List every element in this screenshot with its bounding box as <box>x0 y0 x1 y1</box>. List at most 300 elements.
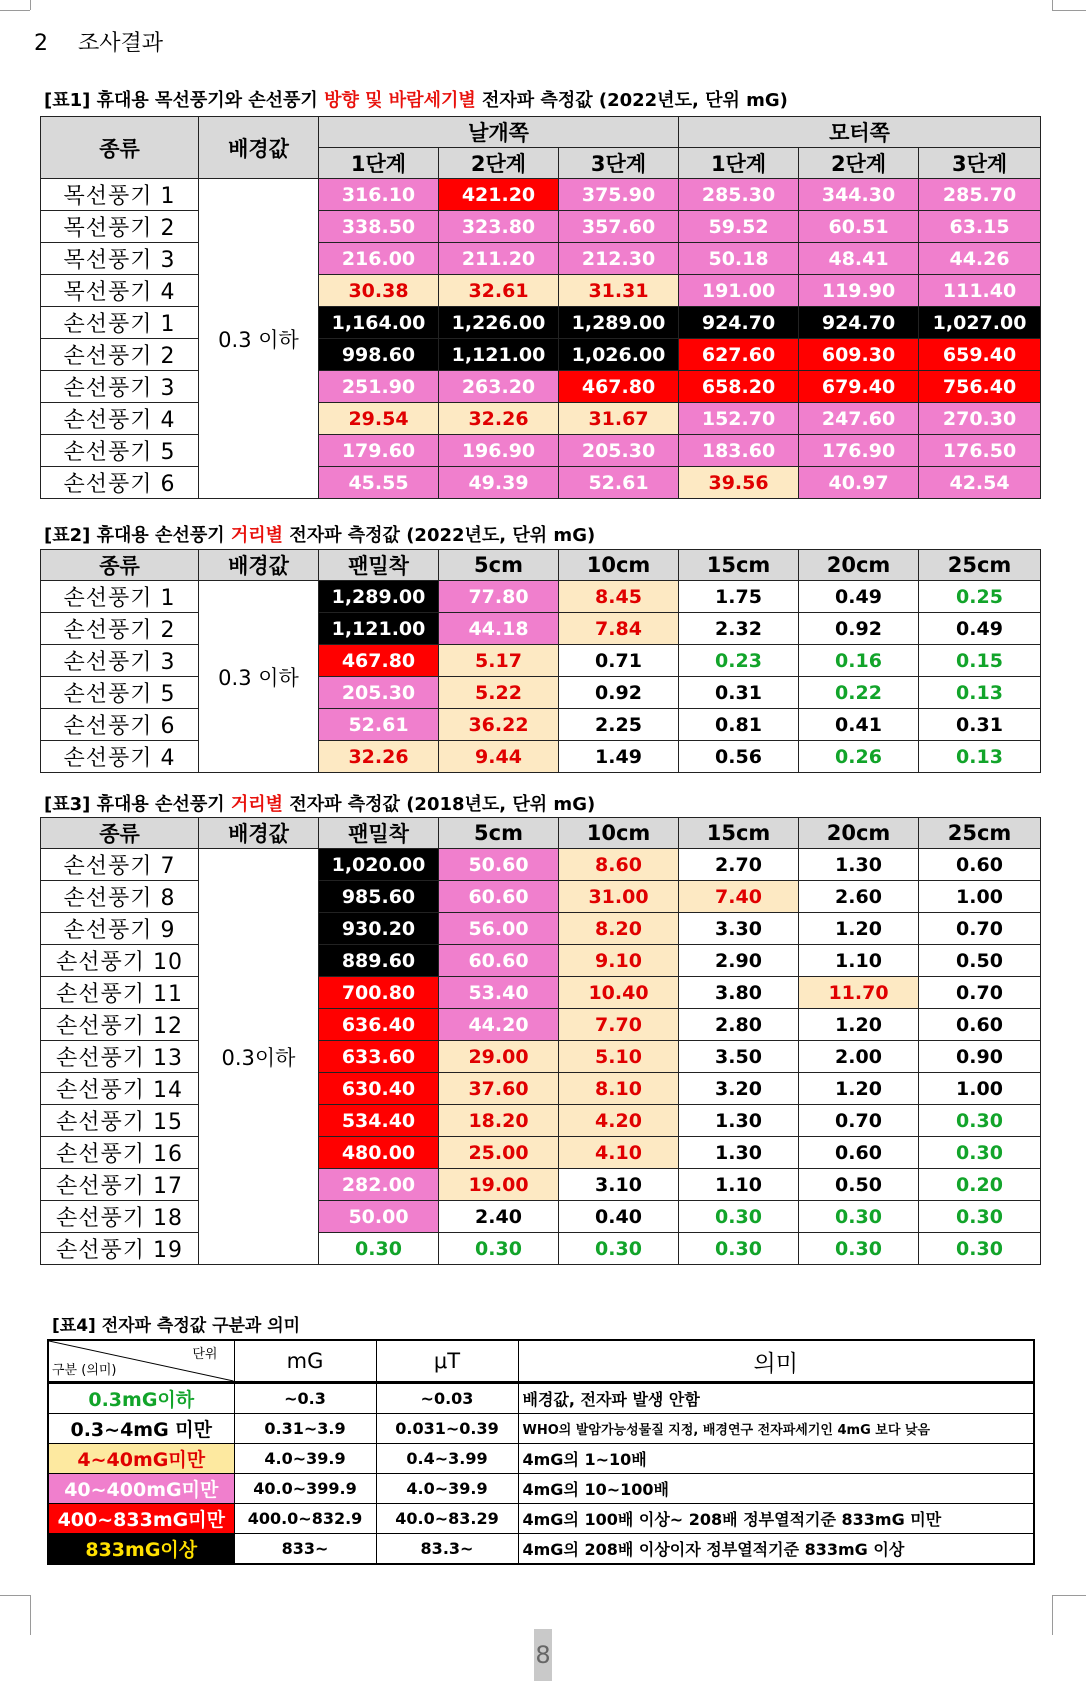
table1-header-step: 3단계 <box>559 148 679 179</box>
measurement-cell: 52.61 <box>559 467 679 499</box>
level-meaning: 4mG의 1~10배 <box>518 1444 1034 1474</box>
row-device-name: 손선풍기 4 <box>41 741 199 773</box>
measurement-cell: 0.30 <box>799 1233 919 1265</box>
measurement-cell: 0.30 <box>319 1233 439 1265</box>
row-device-name: 손선풍기 12 <box>41 1009 199 1041</box>
row-device-name: 손선풍기 1 <box>41 307 199 339</box>
measurement-cell: 8.45 <box>559 581 679 613</box>
table3-header-15cm: 15cm <box>679 818 799 849</box>
measurement-cell: 338.50 <box>319 211 439 243</box>
table-row <box>41 371 1041 403</box>
measurement-cell: 119.90 <box>799 275 919 307</box>
measurement-cell: 9.44 <box>439 741 559 773</box>
measurement-cell: 0.70 <box>799 1105 919 1137</box>
measurement-cell: 924.70 <box>799 307 919 339</box>
level-category: 400~833mG미만 <box>48 1504 234 1534</box>
table1-header-step: 1단계 <box>319 148 439 179</box>
measurement-cell: 212.30 <box>559 243 679 275</box>
measurement-cell: 0.13 <box>919 741 1041 773</box>
measurement-cell: 7.70 <box>559 1009 679 1041</box>
measurement-cell: 0.25 <box>919 581 1041 613</box>
measurement-cell: 700.80 <box>319 977 439 1009</box>
table2-header-10cm: 10cm <box>559 550 679 581</box>
measurement-cell: 10.40 <box>559 977 679 1009</box>
level-mg-range: 40.0~399.9 <box>234 1474 376 1504</box>
crop-mark-bottom-right-v <box>1052 1595 1053 1635</box>
measurement-cell: 49.39 <box>439 467 559 499</box>
table-row <box>41 403 1041 435</box>
table-row <box>41 849 1041 881</box>
measurement-cell: 0.30 <box>919 1105 1041 1137</box>
measurement-cell: 3.80 <box>679 977 799 1009</box>
page-number: 8 <box>534 1629 552 1681</box>
measurement-cell: 0.49 <box>799 581 919 613</box>
row-device-name: 손선풍기 8 <box>41 881 199 913</box>
measurement-cell: 285.70 <box>919 179 1041 211</box>
measurement-cell: 0.15 <box>919 645 1041 677</box>
measurement-cell: 183.60 <box>679 435 799 467</box>
table-row <box>48 1414 1034 1444</box>
background-value: 0.3이하 <box>199 849 319 1265</box>
measurement-cell: 1,020.00 <box>319 849 439 881</box>
table-row <box>41 581 1041 613</box>
table1-caption-highlight: 방향 및 바람세기별 <box>324 90 476 111</box>
table-row <box>48 1444 1034 1474</box>
table1-caption <box>44 86 788 112</box>
measurement-cell: 1,027.00 <box>919 307 1041 339</box>
measurement-cell: 25.00 <box>439 1137 559 1169</box>
level-mg-range: 400.0~832.9 <box>234 1504 376 1534</box>
table-row <box>48 1383 1034 1414</box>
table2-caption <box>44 521 595 547</box>
row-device-name: 손선풍기 10 <box>41 945 199 977</box>
table3 <box>40 817 1041 1265</box>
measurement-cell: 0.70 <box>919 977 1041 1009</box>
crop-mark-bottom-right-h <box>1052 1595 1086 1596</box>
measurement-cell: 40.97 <box>799 467 919 499</box>
measurement-cell: 60.60 <box>439 881 559 913</box>
measurement-cell: 9.10 <box>559 945 679 977</box>
row-device-name: 손선풍기 13 <box>41 1041 199 1073</box>
measurement-cell: 357.60 <box>559 211 679 243</box>
row-device-name: 손선풍기 3 <box>41 645 199 677</box>
measurement-cell: 323.80 <box>439 211 559 243</box>
row-device-name: 손선풍기 11 <box>41 977 199 1009</box>
measurement-cell: 4.10 <box>559 1137 679 1169</box>
measurement-cell: 45.55 <box>319 467 439 499</box>
measurement-cell: 1.30 <box>679 1105 799 1137</box>
level-mg-range: 4.0~39.9 <box>234 1444 376 1474</box>
measurement-cell: 534.40 <box>319 1105 439 1137</box>
row-device-name: 손선풍기 18 <box>41 1201 199 1233</box>
row-device-name: 손선풍기 3 <box>41 371 199 403</box>
measurement-cell: 0.30 <box>919 1233 1041 1265</box>
measurement-cell: 50.00 <box>319 1201 439 1233</box>
measurement-cell: 31.00 <box>559 881 679 913</box>
table-row <box>41 1105 1041 1137</box>
measurement-cell: 32.26 <box>439 403 559 435</box>
measurement-cell: 0.60 <box>919 849 1041 881</box>
measurement-cell: 42.54 <box>919 467 1041 499</box>
table1-header-step: 1단계 <box>679 148 799 179</box>
measurement-cell: 630.40 <box>319 1073 439 1105</box>
level-mg-range: ~0.3 <box>234 1383 376 1414</box>
table-row <box>41 1169 1041 1201</box>
measurement-cell: 2.25 <box>559 709 679 741</box>
table4-caption: [표4] 전자파 측정값 구분과 의미 <box>52 1316 301 1336</box>
crop-mark-bottom-left-h <box>0 1595 30 1596</box>
measurement-cell: 1.10 <box>799 945 919 977</box>
measurement-cell: 2.32 <box>679 613 799 645</box>
crop-mark-top-left-h <box>0 10 30 11</box>
level-ut-range: 83.3~ <box>376 1534 518 1565</box>
measurement-cell: 0.30 <box>919 1137 1041 1169</box>
measurement-cell: 5.22 <box>439 677 559 709</box>
measurement-cell: 31.31 <box>559 275 679 307</box>
row-device-name: 손선풍기 9 <box>41 913 199 945</box>
level-category: 0.3~4mG 미만 <box>48 1414 234 1444</box>
table2-caption-text: [표2] 휴대용 손선풍기 <box>44 525 231 546</box>
row-device-name: 목선풍기 4 <box>41 275 199 307</box>
measurement-cell: 658.20 <box>679 371 799 403</box>
level-ut-range: 0.4~3.99 <box>376 1444 518 1474</box>
measurement-cell: 50.18 <box>679 243 799 275</box>
measurement-cell: 0.81 <box>679 709 799 741</box>
table4-header-meaning: 의미 <box>518 1340 1034 1383</box>
measurement-cell: 1,121.00 <box>319 613 439 645</box>
measurement-cell: 0.26 <box>799 741 919 773</box>
measurement-cell: 63.15 <box>919 211 1041 243</box>
row-device-name: 손선풍기 16 <box>41 1137 199 1169</box>
table-row <box>48 1504 1034 1534</box>
measurement-cell: 59.52 <box>679 211 799 243</box>
table4 <box>47 1339 1035 1565</box>
level-meaning: WHO의 발암가능성물질 지정, 배경연구 전자파세기인 4mG 보다 낮음 <box>518 1414 1034 1444</box>
background-value: 0.3 이하 <box>199 179 319 499</box>
table-row <box>41 243 1041 275</box>
measurement-cell: 29.00 <box>439 1041 559 1073</box>
measurement-cell: 216.00 <box>319 243 439 275</box>
measurement-cell: 0.92 <box>799 613 919 645</box>
measurement-cell: 251.90 <box>319 371 439 403</box>
table4-corner-category: 구분 (의미) <box>52 1363 117 1378</box>
crop-mark-top-right-h <box>1052 10 1086 11</box>
measurement-cell: 1.10 <box>679 1169 799 1201</box>
measurement-cell: 2.00 <box>799 1041 919 1073</box>
section-heading <box>34 26 163 57</box>
measurement-cell: 1.75 <box>679 581 799 613</box>
measurement-cell: 2.40 <box>439 1201 559 1233</box>
table2-caption-highlight: 거리별 <box>230 525 284 546</box>
table3-caption <box>44 790 595 816</box>
table3-header-5cm: 5cm <box>439 818 559 849</box>
table1-header-blade-side: 날개쪽 <box>319 117 679 148</box>
measurement-cell: 0.49 <box>919 613 1041 645</box>
measurement-cell: 0.31 <box>919 709 1041 741</box>
measurement-cell: 44.20 <box>439 1009 559 1041</box>
measurement-cell: 247.60 <box>799 403 919 435</box>
table1-header-kind: 종류 <box>41 117 199 179</box>
measurement-cell: 196.90 <box>439 435 559 467</box>
row-device-name: 손선풍기 6 <box>41 467 199 499</box>
table2-header-contact: 팬밀착 <box>319 550 439 581</box>
measurement-cell: 1.49 <box>559 741 679 773</box>
table1-caption-text: [표1] 휴대용 목선풍기와 손선풍기 <box>44 90 325 111</box>
measurement-cell: 52.61 <box>319 709 439 741</box>
measurement-cell: 756.40 <box>919 371 1041 403</box>
measurement-cell: 0.50 <box>799 1169 919 1201</box>
table2-header-kind: 종류 <box>41 550 199 581</box>
table-row <box>41 1073 1041 1105</box>
table3-caption-highlight: 거리별 <box>230 794 284 815</box>
row-device-name: 손선풍기 2 <box>41 339 199 371</box>
table3-header-kind: 종류 <box>41 818 199 849</box>
table-row <box>48 1474 1034 1504</box>
row-device-name: 손선풍기 5 <box>41 435 199 467</box>
measurement-cell: 0.70 <box>919 913 1041 945</box>
table2 <box>40 549 1041 773</box>
measurement-cell: 0.20 <box>919 1169 1041 1201</box>
table-row <box>41 1201 1041 1233</box>
row-device-name: 손선풍기 7 <box>41 849 199 881</box>
measurement-cell: 5.10 <box>559 1041 679 1073</box>
row-device-name: 손선풍기 6 <box>41 709 199 741</box>
measurement-cell: 0.92 <box>559 677 679 709</box>
measurement-cell: 375.90 <box>559 179 679 211</box>
table3-caption-unit: 전자파 측정값 (2018년도, 단위 mG) <box>283 794 596 815</box>
measurement-cell: 1.30 <box>679 1137 799 1169</box>
table-row <box>48 1534 1034 1565</box>
measurement-cell: 3.30 <box>679 913 799 945</box>
table-row <box>41 913 1041 945</box>
level-category: 833mG이상 <box>48 1534 234 1565</box>
table2-header-15cm: 15cm <box>679 550 799 581</box>
measurement-cell: 205.30 <box>319 677 439 709</box>
measurement-cell: 0.90 <box>919 1041 1041 1073</box>
measurement-cell: 36.22 <box>439 709 559 741</box>
table-row <box>41 275 1041 307</box>
measurement-cell: 8.20 <box>559 913 679 945</box>
measurement-cell: 44.26 <box>919 243 1041 275</box>
measurement-cell: 1,121.00 <box>439 339 559 371</box>
measurement-cell: 270.30 <box>919 403 1041 435</box>
table2-header-5cm: 5cm <box>439 550 559 581</box>
measurement-cell: 659.40 <box>919 339 1041 371</box>
row-device-name: 손선풍기 17 <box>41 1169 199 1201</box>
table3-header-background: 배경값 <box>199 818 319 849</box>
table-row <box>41 435 1041 467</box>
measurement-cell: 111.40 <box>919 275 1041 307</box>
measurement-cell: 176.90 <box>799 435 919 467</box>
measurement-cell: 1.20 <box>799 913 919 945</box>
measurement-cell: 32.26 <box>319 741 439 773</box>
measurement-cell: 39.56 <box>679 467 799 499</box>
row-device-name: 손선풍기 14 <box>41 1073 199 1105</box>
measurement-cell: 179.60 <box>319 435 439 467</box>
measurement-cell: 2.70 <box>679 849 799 881</box>
measurement-cell: 0.30 <box>799 1201 919 1233</box>
measurement-cell: 3.50 <box>679 1041 799 1073</box>
measurement-cell: 48.41 <box>799 243 919 275</box>
level-meaning: 4mG의 10~100배 <box>518 1474 1034 1504</box>
measurement-cell: 60.51 <box>799 211 919 243</box>
measurement-cell: 44.18 <box>439 613 559 645</box>
measurement-cell: 77.80 <box>439 581 559 613</box>
table1 <box>40 116 1041 499</box>
measurement-cell: 421.20 <box>439 179 559 211</box>
level-ut-range: ~0.03 <box>376 1383 518 1414</box>
table2-header-20cm: 20cm <box>799 550 919 581</box>
measurement-cell: 53.40 <box>439 977 559 1009</box>
crop-mark-bottom-left-v <box>30 1595 31 1635</box>
measurement-cell: 1.20 <box>799 1073 919 1105</box>
crop-mark-top-right-v <box>1052 0 1053 10</box>
measurement-cell: 2.90 <box>679 945 799 977</box>
measurement-cell: 7.84 <box>559 613 679 645</box>
table3-header-25cm: 25cm <box>919 818 1041 849</box>
table-row <box>41 307 1041 339</box>
row-device-name: 손선풍기 15 <box>41 1105 199 1137</box>
measurement-cell: 344.30 <box>799 179 919 211</box>
table1-header-background: 배경값 <box>199 117 319 179</box>
measurement-cell: 0.30 <box>439 1233 559 1265</box>
measurement-cell: 5.17 <box>439 645 559 677</box>
measurement-cell: 32.61 <box>439 275 559 307</box>
table2-header-background: 배경값 <box>199 550 319 581</box>
measurement-cell: 263.20 <box>439 371 559 403</box>
table4-header-mg: mG <box>234 1340 376 1383</box>
measurement-cell: 7.40 <box>679 881 799 913</box>
measurement-cell: 0.13 <box>919 677 1041 709</box>
measurement-cell: 0.60 <box>799 1137 919 1169</box>
measurement-cell: 1.00 <box>919 1073 1041 1105</box>
table-row <box>41 709 1041 741</box>
measurement-cell: 467.80 <box>559 371 679 403</box>
table-row <box>41 1041 1041 1073</box>
measurement-cell: 930.20 <box>319 913 439 945</box>
measurement-cell: 0.56 <box>679 741 799 773</box>
measurement-cell: 1,026.00 <box>559 339 679 371</box>
level-mg-range: 0.31~3.9 <box>234 1414 376 1444</box>
measurement-cell: 19.00 <box>439 1169 559 1201</box>
crop-mark-top-left-v <box>30 0 31 10</box>
measurement-cell: 29.54 <box>319 403 439 435</box>
section-title: 조사결과 <box>78 31 164 56</box>
measurement-cell: 985.60 <box>319 881 439 913</box>
measurement-cell: 924.70 <box>679 307 799 339</box>
measurement-cell: 2.80 <box>679 1009 799 1041</box>
row-device-name: 목선풍기 2 <box>41 211 199 243</box>
measurement-cell: 50.60 <box>439 849 559 881</box>
measurement-cell: 0.40 <box>559 1201 679 1233</box>
table-row <box>41 881 1041 913</box>
measurement-cell: 0.71 <box>559 645 679 677</box>
level-mg-range: 833~ <box>234 1534 376 1565</box>
table-row <box>41 339 1041 371</box>
table1-caption-unit: 전자파 측정값 (2022년도, 단위 mG) <box>475 90 788 111</box>
table3-caption-text: [표3] 휴대용 손선풍기 <box>44 794 231 815</box>
level-meaning: 배경값, 전자파 발생 안함 <box>518 1383 1034 1414</box>
measurement-cell: 633.60 <box>319 1041 439 1073</box>
measurement-cell: 2.60 <box>799 881 919 913</box>
table2-header-25cm: 25cm <box>919 550 1041 581</box>
measurement-cell: 31.67 <box>559 403 679 435</box>
measurement-cell: 0.23 <box>679 645 799 677</box>
table-row <box>41 211 1041 243</box>
table1-header-step: 2단계 <box>439 148 559 179</box>
measurement-cell: 0.22 <box>799 677 919 709</box>
measurement-cell: 176.50 <box>919 435 1041 467</box>
row-device-name: 손선풍기 19 <box>41 1233 199 1265</box>
table-row <box>41 645 1041 677</box>
measurement-cell: 316.10 <box>319 179 439 211</box>
measurement-cell: 8.60 <box>559 849 679 881</box>
measurement-cell: 11.70 <box>799 977 919 1009</box>
table3-header-20cm: 20cm <box>799 818 919 849</box>
measurement-cell: 18.20 <box>439 1105 559 1137</box>
row-device-name: 손선풍기 4 <box>41 403 199 435</box>
measurement-cell: 467.80 <box>319 645 439 677</box>
measurement-cell: 0.50 <box>919 945 1041 977</box>
level-meaning: 4mG의 208배 이상이자 정부열적기준 833mG 이상 <box>518 1534 1034 1565</box>
measurement-cell: 0.41 <box>799 709 919 741</box>
measurement-cell: 1.20 <box>799 1009 919 1041</box>
row-device-name: 손선풍기 5 <box>41 677 199 709</box>
row-device-name: 손선풍기 1 <box>41 581 199 613</box>
table-row <box>41 945 1041 977</box>
table-row <box>41 1137 1041 1169</box>
measurement-cell: 0.30 <box>559 1233 679 1265</box>
measurement-cell: 609.30 <box>799 339 919 371</box>
measurement-cell: 0.30 <box>679 1201 799 1233</box>
table-row <box>41 1009 1041 1041</box>
measurement-cell: 8.10 <box>559 1073 679 1105</box>
table1-header-step: 2단계 <box>799 148 919 179</box>
measurement-cell: 480.00 <box>319 1137 439 1169</box>
measurement-cell: 889.60 <box>319 945 439 977</box>
measurement-cell: 56.00 <box>439 913 559 945</box>
table4-corner-cell <box>48 1340 234 1383</box>
table3-header-contact: 팬밀착 <box>319 818 439 849</box>
level-ut-range: 0.031~0.39 <box>376 1414 518 1444</box>
level-category: 4~40mG미만 <box>48 1444 234 1474</box>
measurement-cell: 1,226.00 <box>439 307 559 339</box>
level-ut-range: 4.0~39.9 <box>376 1474 518 1504</box>
measurement-cell: 37.60 <box>439 1073 559 1105</box>
table-row <box>41 1233 1041 1265</box>
table-row <box>41 179 1041 211</box>
measurement-cell: 0.30 <box>919 1201 1041 1233</box>
table1-header-step: 3단계 <box>919 148 1041 179</box>
measurement-cell: 152.70 <box>679 403 799 435</box>
measurement-cell: 3.20 <box>679 1073 799 1105</box>
measurement-cell: 191.00 <box>679 275 799 307</box>
measurement-cell: 679.40 <box>799 371 919 403</box>
measurement-cell: 0.60 <box>919 1009 1041 1041</box>
table-row <box>41 467 1041 499</box>
measurement-cell: 1.00 <box>919 881 1041 913</box>
level-ut-range: 40.0~83.29 <box>376 1504 518 1534</box>
measurement-cell: 1,289.00 <box>559 307 679 339</box>
measurement-cell: 1,289.00 <box>319 581 439 613</box>
background-value: 0.3 이하 <box>199 581 319 773</box>
table-row <box>41 977 1041 1009</box>
measurement-cell: 0.31 <box>679 677 799 709</box>
table-row <box>41 741 1041 773</box>
measurement-cell: 1.30 <box>799 849 919 881</box>
measurement-cell: 211.20 <box>439 243 559 275</box>
measurement-cell: 205.30 <box>559 435 679 467</box>
